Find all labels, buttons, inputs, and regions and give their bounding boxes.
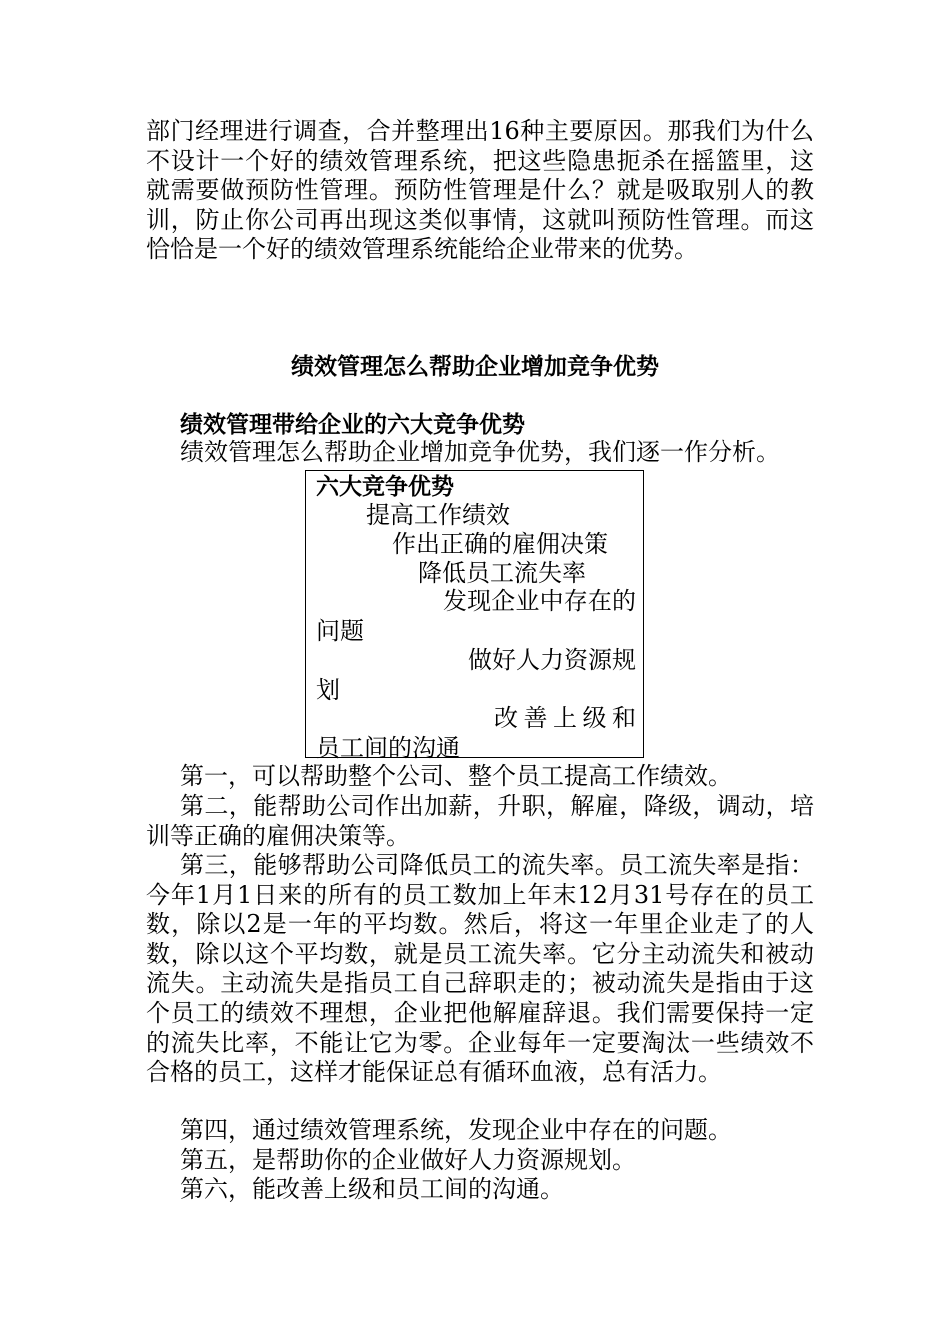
- section-title: 绩效管理怎么帮助企业增加竞争优势: [291, 354, 659, 380]
- advantage-item: 降低员工流失率: [418, 559, 586, 587]
- point-paragraph: 第二，能帮助公司作出加薪，升职，解雇，降级，调动，培训等正确的雇佣决策等。: [146, 792, 814, 850]
- advantage-item: 提高工作绩效: [366, 501, 510, 529]
- sub-title: 绩效管理带给企业的六大竞争优势: [180, 412, 525, 438]
- advantages-box: [305, 470, 644, 762]
- point-paragraph: 第一，可以帮助整个公司、整个员工提高工作绩效。: [180, 762, 732, 790]
- lead-sentence: 绩效管理怎么帮助企业增加竞争优势，我们逐一作分析。: [180, 438, 780, 466]
- advantage-item: 做好人力资源规划: [316, 646, 636, 704]
- point-paragraph: 第六，能改善上级和员工间的沟通。: [180, 1175, 564, 1203]
- intro-paragraph: 部门经理进行调查，合并整理出16种主要原因。那我们为什么不设计一个好的绩效管理系统，把这些隐患扼杀在摇篮里，这就需要做预防性管理。预防性管理是什么？就是吸取别人的教训，防止你公司再出现这类似事情，这就叫预防性管理。而这恰恰是一个好的绩效管理系统能给企业带来的优势。: [146, 117, 814, 264]
- advantages-box-title: 六大竞争优势: [316, 474, 454, 500]
- advantage-item: 作出正确的雇佣决策: [392, 530, 608, 558]
- point-paragraph: 第五，是帮助你的企业做好人力资源规划。: [180, 1146, 636, 1174]
- point-paragraph: 第三，能够帮助公司降低员工的流失率。员工流失率是指：今年1月1日来的所有的员工数加上年末12月31号存在的员工数，除以2是一年的平均数。然后，将这一年里企业走了的人数，除以这个平均数，就是员工流失率。它分主动流失和被动流失。主动流失是指员工自己辞职走的；被动流失是指由于这个员工的绩效不理想，企业把他解雇辞退。我们需要保持一定的流失比率，不能让它为零。企业每年一定要淘汰一些绩效不合格的员工，这样才能保证总有循环血液，总有活力。: [146, 851, 814, 1087]
- advantage-item: 改善上级和员工间的沟通: [316, 704, 636, 762]
- advantage-item: 发现企业中存在的问题: [316, 587, 636, 645]
- point-paragraph: 第四，通过绩效管理系统，发现企业中存在的问题。: [180, 1116, 732, 1144]
